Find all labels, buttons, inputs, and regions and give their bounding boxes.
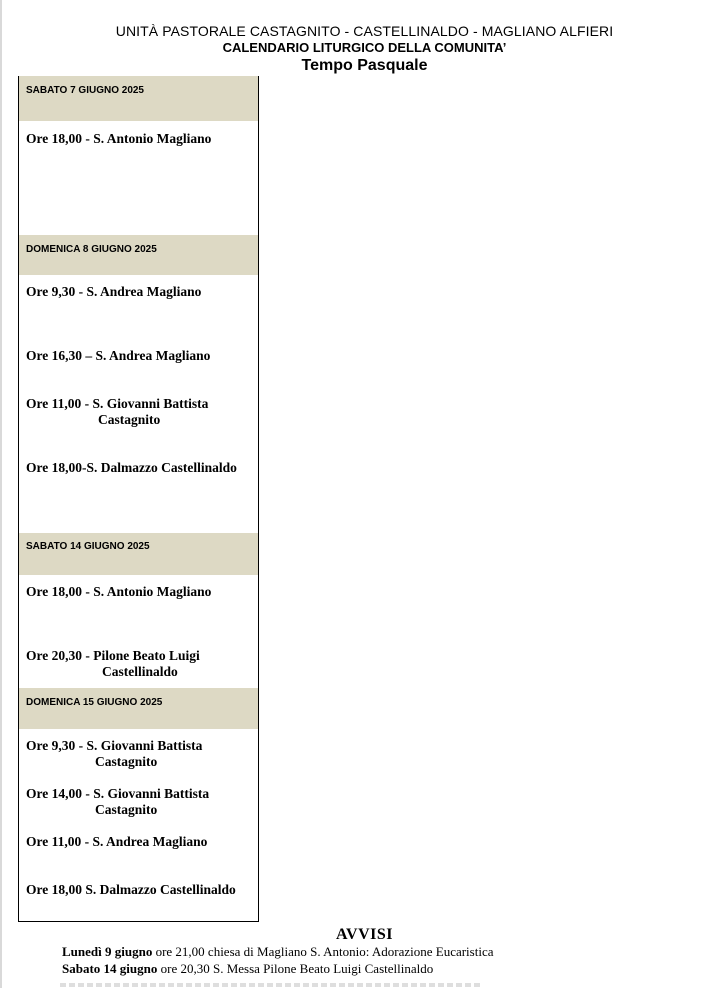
mass-entry: Ore 18,00 - S. Antonio Magliano — [26, 131, 212, 146]
season-title: Tempo Pasquale — [301, 57, 428, 74]
day-header: DOMENICA 15 GIUGNO 2025 — [19, 688, 258, 729]
cut-off-text-line — [60, 983, 480, 987]
parish-unit-title: UNITÀ PASTORALE CASTAGNITO - CASTELLINALDO - MAGLIANO ALFIERI — [115, 23, 614, 39]
calendar-title: CALENDARIO LITURGICO DELLA COMUNITA’ — [222, 40, 507, 55]
day-header: SABATO 7 GIUGNO 2025 — [19, 76, 258, 121]
mass-entry: Ore 14,00 - S. Giovanni Battista Castagnito — [26, 786, 210, 817]
mass-entry: Ore 11,00 - S. Giovanni Battista Castagnito — [26, 396, 209, 427]
mass-entry: Ore 16,30 – S. Andrea Magliano — [26, 348, 211, 363]
mass-entry: Ore 9,30 - S. Giovanni Battista Castagnito — [26, 738, 203, 769]
mass-entry: Ore 18,00-S. Dalmazzo Castellinaldo — [26, 460, 237, 475]
mass-entry: Ore 18,00 S. Dalmazzo Castellinaldo — [26, 882, 236, 897]
mass-entry: Ore 11,00 - S. Andrea Magliano — [26, 834, 208, 849]
mass-entry: Ore 9,30 - S. Andrea Magliano — [26, 284, 202, 299]
notice-item: Lunedì 9 giugno ore 21,00 chiesa di Magliano S. Antonio: Adorazione Eucaristica — [62, 944, 494, 959]
mass-entry: Ore 20,30 - Pilone Beato Luigi Castellinaldo — [26, 648, 200, 679]
day-header: DOMENICA 8 GIUGNO 2025 — [19, 235, 258, 275]
notices-title: AVVISI — [336, 926, 393, 943]
notice-item: Sabato 14 giugno ore 20,30 S. Messa Pilone Beato Luigi Castellinaldo — [62, 961, 434, 976]
mass-entry: Ore 18,00 - S. Antonio Magliano — [26, 584, 212, 599]
page-left-edge — [0, 0, 2, 988]
day-header: SABATO 14 GIUGNO 2025 — [19, 533, 258, 575]
schedule-table — [18, 76, 259, 922]
